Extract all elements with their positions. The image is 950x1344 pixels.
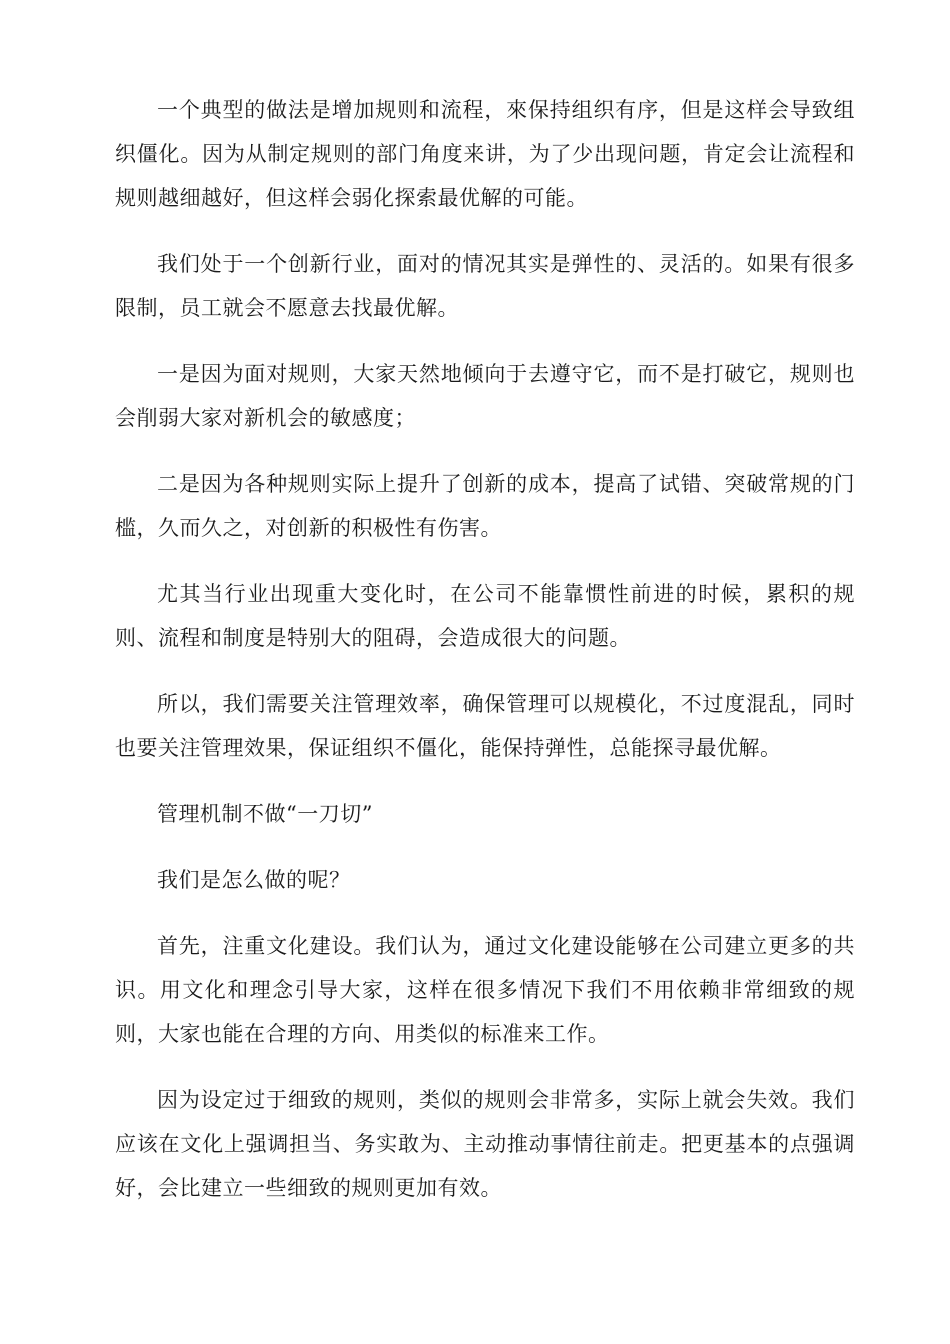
paragraph-3: 一是因为面对规则，大家天然地倾向于去遵守它，而不是打破它，规则也会削弱大家对新机会的敏感度； [115,362,855,430]
paragraph-1: 一个典型的做法是增加规则和流程，來保持组织有序，但是这样会导致组织僵化。因为从制定规则的部门角度来讲，为了少出现问题，肯定会让流程和规则越细越好，但这样会弱化探索最优解的可能。 [115,98,855,210]
paragraph-8: 我们是怎么做的呢？ [157,868,351,892]
paragraph-5: 尤其当行业出现重大变化时，在公司不能靠惯性前进的时候，累积的规则、流程和制度是特别大的阻碍，会造成很大的问题。 [115,582,855,650]
paragraph-9: 首先，注重文化建设。我们认为，通过文化建设能够在公司建立更多的共识。用文化和理念引导大家，这样在很多情况下我们不用依赖非常细致的规则，大家也能在合理的方向、用类似的标准来工作。 [115,934,855,1046]
document-body [115,88,855,1232]
section-heading: 管理机制不做“一刀切” [157,802,373,826]
paragraph-4: 二是因为各种规则实际上提升了创新的成本，提高了试错、突破常规的门槛，久而久之，对创新的积极性有伤害。 [115,472,855,540]
paragraph-10: 因为设定过于细致的规则，类似的规则会非常多，实际上就会失效。我们应该在文化上强调担当、务实敢为、主动推动事情往前走。把更基本的点强调好，会比建立一些细致的规则更加有效。 [115,1088,855,1200]
paragraph-2: 我们处于一个创新行业，面对的情况其实是弹性的、灵活的。如果有很多限制，员工就会不愿意去找最优解。 [115,252,855,320]
paragraph-6: 所以，我们需要关注管理效率，确保管理可以规模化，不过度混乱，同时也要关注管理效果，保证组织不僵化，能保持弹性，总能探寻最优解。 [115,692,855,760]
